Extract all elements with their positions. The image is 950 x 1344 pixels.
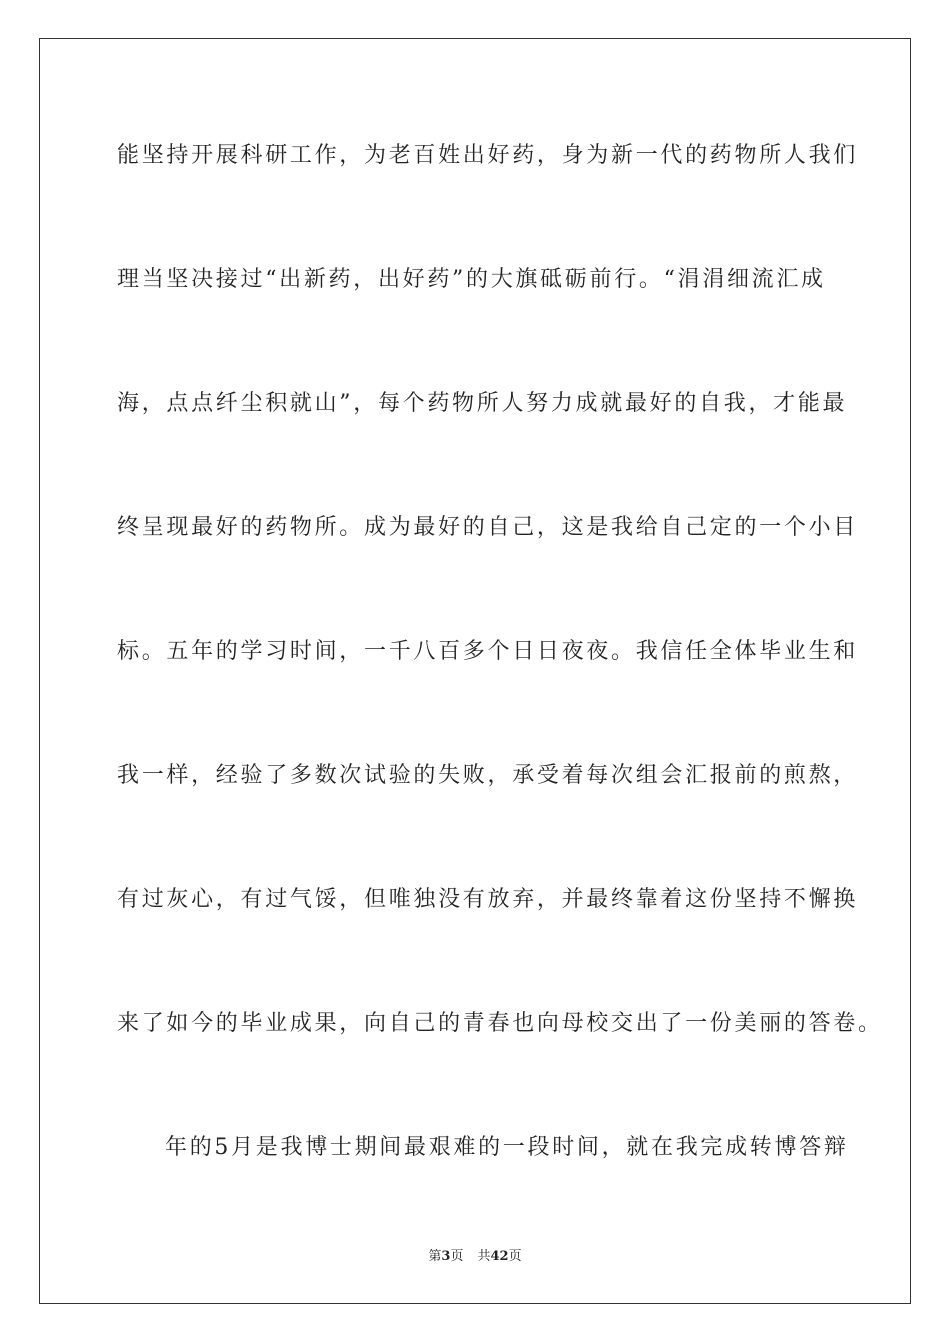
page-suffix: 页 (450, 1249, 464, 1264)
total-prefix: 共 (477, 1249, 491, 1264)
text-line-4: 终呈现最好的药物所。成为最好的自己，这是我给自己定的一个小目 (117, 515, 859, 540)
total-pages: 42 (490, 1249, 509, 1264)
text-line-7: 有过灰心，有过气馁，但唯独没有放弃，并最终靠着这份坚持不懈换 (117, 887, 859, 912)
text-line-8: 来了如今的毕业成果，向自己的青春也向母校交出了一份美丽的答卷。 (117, 1011, 883, 1036)
page-footer (0, 1245, 950, 1264)
total-suffix: 页 (508, 1249, 522, 1264)
text-line-9: 年的5月是我博士期间最艰难的一段时间，就在我完成转博答辩 (165, 1135, 849, 1160)
text-line-2: 理当坚决接过“出新药，出好药”的大旗砥砺前行。“涓涓细流汇成 (117, 267, 826, 292)
document-body (117, 125, 883, 1241)
text-line-1: 能坚持开展科研工作，为老百姓出好药，身为新一代的药物所人我们 (117, 143, 859, 168)
text-line-3: 海，点点纤尘积就山”，每个药物所人努力成就最好的自我，才能最 (117, 391, 848, 416)
text-line-5: 标。五年的学习时间，一千八百多个日日夜夜。我信任全体毕业生和 (117, 639, 859, 664)
text-line-6: 我一样，经验了多数次试验的失败，承受着每次组会汇报前的煎熬， (117, 763, 859, 788)
page-number: 3 (441, 1249, 451, 1264)
page-prefix: 第 (428, 1249, 442, 1264)
